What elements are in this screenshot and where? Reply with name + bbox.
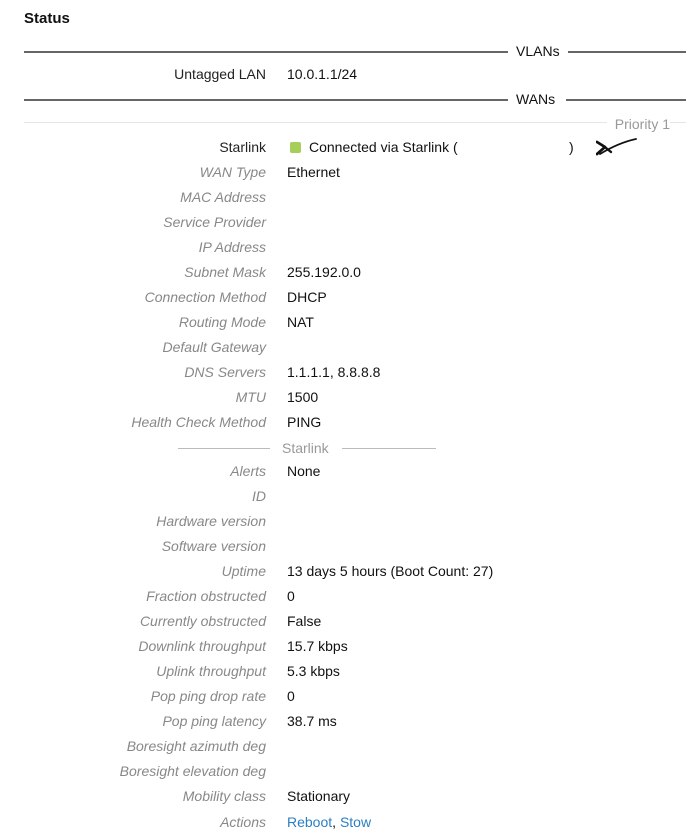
detail-label: IP Address [198, 239, 266, 255]
starlink-subsection-header [0, 440, 686, 460]
detail-label: Pop ping latency [162, 713, 266, 729]
detail-label: Uplink throughput [156, 663, 266, 679]
detail-row-mac-address [0, 189, 686, 211]
detail-value: Stationary [287, 788, 351, 804]
detail-row-uplink-throughput [0, 663, 686, 685]
stow-link[interactable]: Stow [339, 814, 372, 830]
status-led-icon [290, 142, 301, 153]
detail-row-boresight-azimuth-deg [0, 738, 686, 760]
actions-separator: , [332, 814, 337, 830]
detail-label: Boresight elevation deg [119, 763, 266, 779]
detail-label: ID [252, 488, 266, 504]
detail-row-boresight-elevation-deg [0, 763, 686, 785]
connection-status-text: Connected via Starlink ( [309, 139, 458, 155]
detail-label: DNS Servers [184, 364, 266, 380]
detail-label: Health Check Method [131, 414, 266, 430]
detail-label: Routing Mode [178, 314, 266, 330]
detail-label: MTU [235, 389, 266, 405]
detail-row-software-version [0, 538, 686, 560]
detail-value: 1500 [287, 389, 319, 405]
detail-row-service-provider [0, 214, 686, 236]
detail-value: Ethernet [287, 164, 340, 180]
divider [24, 99, 508, 101]
detail-row-wan-type [0, 164, 686, 186]
detail-label: Pop ping drop rate [150, 688, 266, 704]
detail-row-pop-ping-drop-rate [0, 688, 686, 710]
vlan-value: 10.0.1.1/24 [287, 66, 358, 82]
actions-row [0, 814, 686, 836]
detail-row-pop-ping-latency [0, 713, 686, 735]
detail-row-fraction-obstructed [0, 588, 686, 610]
detail-label: Software version [161, 538, 266, 554]
detail-value: PING [287, 414, 322, 430]
detail-row-alerts [0, 463, 686, 485]
detail-label: WAN Type [199, 164, 266, 180]
detail-label: Connection Method [144, 289, 266, 305]
detail-value: 1.1.1.1, 8.8.8.8 [287, 364, 381, 380]
detail-row-mobility-class [0, 788, 686, 810]
detail-value: None [287, 463, 321, 479]
detail-label: Subnet Mask [184, 264, 266, 280]
starlink-x-icon [596, 138, 638, 158]
wans-heading: WANs [516, 91, 556, 107]
detail-label: Alerts [230, 463, 266, 479]
detail-label: Hardware version [156, 513, 266, 529]
page-title: Status [24, 10, 70, 27]
detail-value: 13 days 5 hours (Boot Count: 27) [287, 563, 494, 579]
vlans-heading: VLANs [516, 43, 560, 59]
detail-label: Boresight azimuth deg [126, 738, 266, 754]
connection-status-close: ) [569, 139, 574, 155]
detail-row-downlink-throughput [0, 638, 686, 660]
detail-value: 15.7 kbps [287, 638, 348, 654]
divider [568, 51, 686, 53]
detail-value: NAT [287, 314, 314, 330]
vlan-label: Untagged LAN [174, 66, 266, 82]
detail-row-routing-mode [0, 314, 686, 336]
reboot-link[interactable]: Reboot [287, 814, 333, 830]
detail-row-ip-address [0, 239, 686, 261]
detail-value: False [287, 613, 322, 629]
detail-label: Fraction obstructed [146, 588, 266, 604]
detail-row-health-check-method [0, 414, 686, 436]
detail-value: 0 [287, 588, 295, 604]
detail-row-default-gateway [0, 339, 686, 361]
detail-row-dns-servers [0, 364, 686, 386]
detail-row-mtu [0, 389, 686, 411]
detail-label: Currently obstructed [139, 613, 266, 629]
priority-label: Priority 1 [607, 116, 670, 132]
divider [24, 51, 508, 53]
divider [566, 99, 686, 101]
detail-label: Default Gateway [162, 339, 266, 355]
detail-label: Mobility class [182, 788, 266, 804]
detail-row-id [0, 488, 686, 510]
vlan-row-untagged-lan [0, 66, 686, 88]
detail-label: MAC Address [180, 189, 266, 205]
detail-row-currently-obstructed [0, 613, 686, 635]
detail-row-hardware-version [0, 513, 686, 535]
detail-value: 5.3 kbps [287, 663, 340, 679]
wan-connection-row [0, 139, 686, 161]
wan-name-label: Starlink [219, 139, 266, 155]
wans-section-header [24, 90, 686, 110]
detail-row-subnet-mask [0, 264, 686, 286]
divider [178, 448, 270, 449]
detail-value: 0 [287, 688, 295, 704]
detail-value: 255.192.0.0 [287, 264, 361, 280]
actions-links [287, 814, 371, 830]
detail-label: Downlink throughput [138, 638, 266, 654]
detail-row-connection-method [0, 289, 686, 311]
divider [342, 448, 436, 449]
actions-label: Actions [220, 814, 266, 830]
vlans-section-header [24, 42, 686, 62]
detail-row-uptime [0, 563, 686, 585]
starlink-heading: Starlink [282, 440, 329, 456]
detail-value: DHCP [287, 289, 327, 305]
detail-label: Service Provider [163, 214, 266, 230]
priority-divider [24, 122, 686, 123]
detail-value: 38.7 ms [287, 713, 337, 729]
detail-label: Uptime [221, 563, 266, 579]
connection-status [290, 139, 458, 155]
